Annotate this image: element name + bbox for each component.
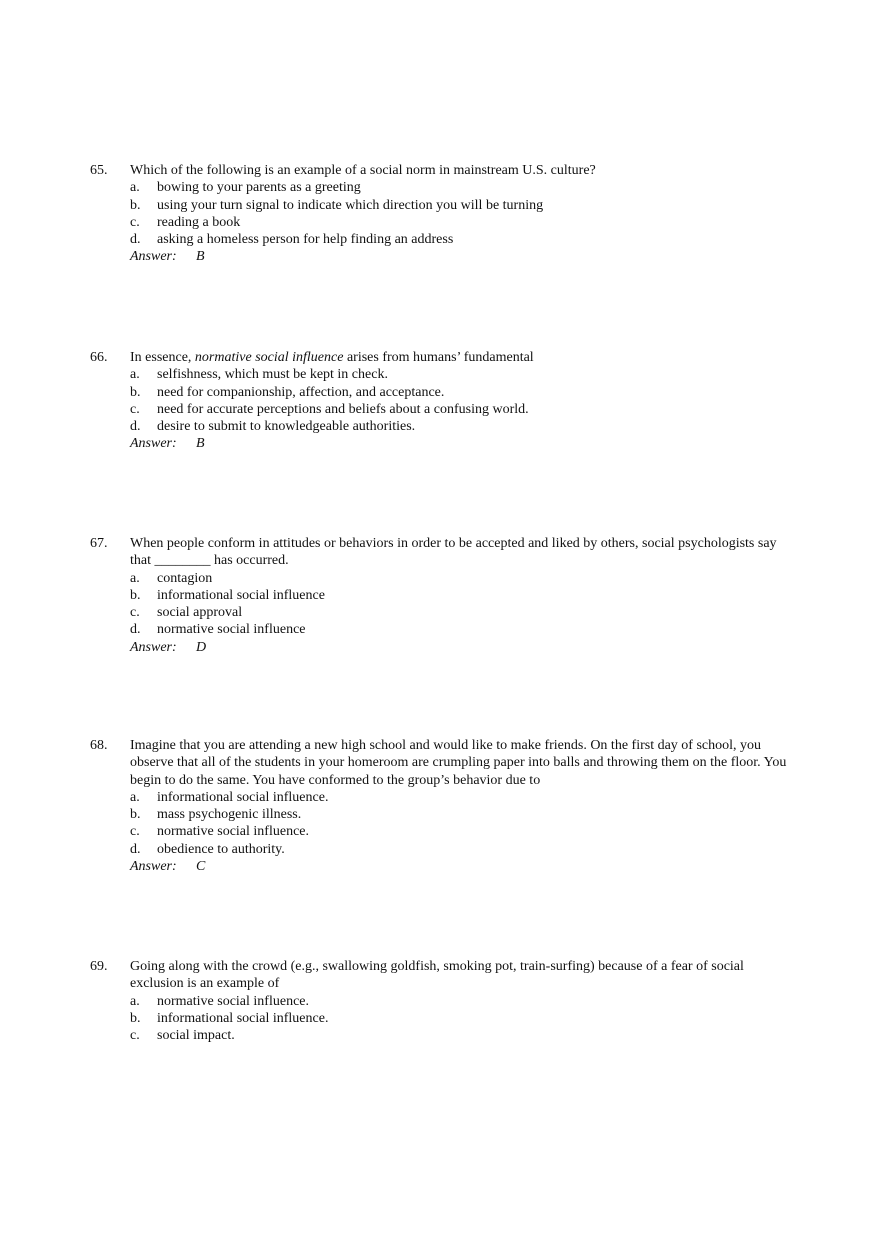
choice-letter: a. — [130, 789, 140, 805]
question-header — [90, 535, 790, 570]
choice-letter: a. — [130, 993, 140, 1009]
choice-letter: c. — [130, 824, 140, 840]
choice-text: selfishness, which must be kept in check. — [157, 367, 388, 383]
choice-text: obedience to authority. — [157, 841, 285, 857]
choice-a — [130, 366, 790, 383]
question-number: 65. — [90, 163, 108, 178]
choice-letter: c. — [130, 1028, 140, 1044]
choice-letter: b. — [130, 384, 141, 400]
choice-text: contagion — [157, 570, 213, 586]
choice-c — [130, 823, 790, 840]
choice-a — [130, 993, 790, 1010]
question-69 — [90, 958, 790, 1044]
choice-c — [130, 604, 790, 621]
choice-c — [130, 214, 790, 231]
choice-letter: c. — [130, 214, 140, 230]
choice-text: normative social influence. — [157, 824, 309, 840]
question-number: 66. — [90, 350, 108, 365]
stem-text: In essence, — [130, 350, 195, 365]
question-number: 67. — [90, 536, 108, 551]
question-stem: Imagine that you are attending a new high school and would like to make friends. On the first day of school, you observe that all of the students in your homeroom are crumpling paper into balls and throwing them on the floor. You begin to do the same. You have conformed to the group’s behavior due to — [130, 738, 787, 788]
choice-c — [130, 401, 790, 418]
choice-b — [130, 806, 790, 823]
question-stem — [130, 349, 790, 366]
choice-text: normative social influence. — [157, 993, 309, 1009]
question-stem: Which of the following is an example of a social norm in mainstream U.S. culture? — [130, 163, 596, 178]
answer-line — [130, 248, 790, 265]
choice-text: need for companionship, affection, and acceptance. — [157, 384, 445, 400]
choice-letter: d. — [130, 622, 141, 638]
choice-letter: a. — [130, 180, 140, 196]
question-stem: When people conform in attitudes or behaviors in order to be accepted and liked by others, social psychologists say that ________ has occurred. — [130, 536, 777, 569]
choice-text: reading a book — [157, 214, 241, 230]
choice-text: social impact. — [157, 1028, 235, 1044]
choice-text: desire to submit to knowledgeable authorities. — [157, 419, 416, 435]
choice-text: need for accurate perceptions and beliefs about a confusing world. — [157, 401, 529, 417]
question-68 — [90, 737, 790, 875]
choice-letter: b. — [130, 587, 141, 603]
answer-line — [130, 435, 790, 452]
choice-a — [130, 789, 790, 806]
choice-a — [130, 570, 790, 587]
choice-b — [130, 384, 790, 401]
choice-text: bowing to your parents as a greeting — [157, 180, 361, 196]
choice-letter: b. — [130, 197, 141, 213]
choice-d — [130, 418, 790, 435]
choice-letter: d. — [130, 419, 141, 435]
choice-letter: b. — [130, 1010, 141, 1026]
question-number: 68. — [90, 738, 108, 753]
question-header — [90, 958, 790, 993]
question-stem: Going along with the crowd (e.g., swallowing goldfish, smoking pot, train-surfing) because of a fear of social exclusion is an example of — [130, 959, 744, 992]
answer-label: Answer: — [130, 436, 177, 452]
answer-value: C — [196, 859, 206, 875]
choice-c — [130, 1027, 790, 1044]
question-header — [90, 162, 790, 179]
choice-letter: c. — [130, 401, 140, 417]
choice-a — [130, 179, 790, 196]
answer-label: Answer: — [130, 639, 177, 655]
choice-letter: a. — [130, 367, 140, 383]
question-header — [90, 349, 790, 366]
answer-line — [130, 639, 790, 656]
answer-value: D — [196, 639, 207, 655]
choice-b — [130, 587, 790, 604]
answer-label: Answer: — [130, 859, 177, 875]
answer-label: Answer: — [130, 249, 177, 265]
choice-text: asking a homeless person for help finding an address — [157, 232, 454, 248]
choice-text: informational social influence. — [157, 789, 329, 805]
choice-text: informational social influence — [157, 587, 325, 603]
choice-text: social approval — [157, 605, 243, 621]
choice-letter: a. — [130, 570, 140, 586]
choice-d — [130, 841, 790, 858]
choice-b — [130, 197, 790, 214]
question-67 — [90, 535, 790, 656]
choice-letter: c. — [130, 605, 140, 621]
question-65 — [90, 162, 790, 266]
choice-letter: d. — [130, 841, 141, 857]
answer-line — [130, 858, 790, 875]
choice-text: using your turn signal to indicate which direction you will be turning — [157, 197, 544, 213]
choice-letter: d. — [130, 232, 141, 248]
choice-text: mass psychogenic illness. — [157, 807, 302, 823]
choice-d — [130, 231, 790, 248]
question-header — [90, 737, 790, 789]
choice-text: informational social influence. — [157, 1010, 329, 1026]
question-66 — [90, 349, 790, 453]
answer-value: B — [196, 249, 205, 265]
answer-value: B — [196, 436, 205, 452]
question-number: 69. — [90, 959, 108, 974]
choice-b — [130, 1010, 790, 1027]
choice-d — [130, 621, 790, 638]
choice-letter: b. — [130, 807, 141, 823]
stem-emphasis: normative social influence — [194, 350, 344, 365]
choice-text: normative social influence — [157, 622, 306, 638]
stem-text: arises from humans’ fundamental — [343, 350, 534, 365]
